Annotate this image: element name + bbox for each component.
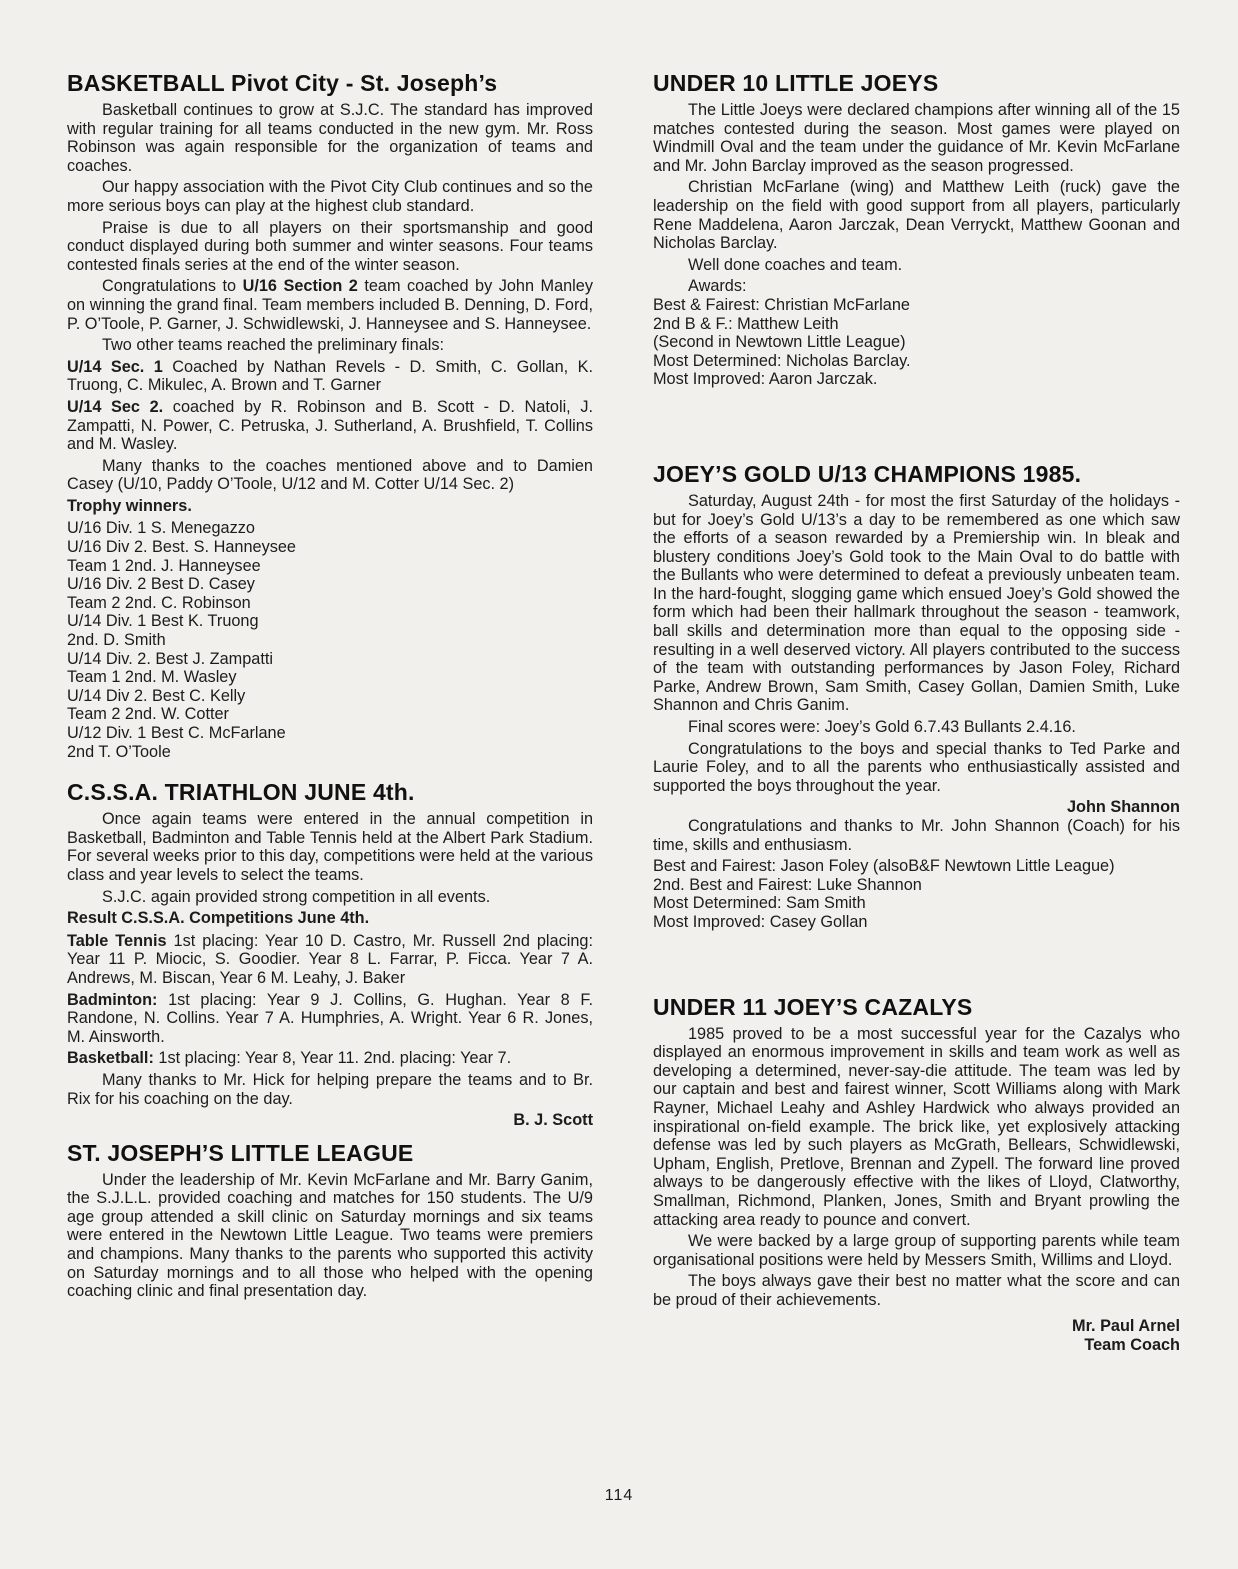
trophy-item: U/16 Div. 2 Best D. Casey bbox=[67, 575, 255, 594]
team-name: U/16 Section 2 bbox=[242, 277, 358, 296]
joeys-gold-paragraph: Congratulations and thanks to Mr. John Shannon (Coach) for his time, skills and enthusiasm. bbox=[653, 817, 1180, 854]
event-result bbox=[67, 932, 593, 988]
triathlon-paragraph: S.J.C. again provided strong competition in all events. bbox=[102, 887, 491, 906]
event-text: 1st placing: Year 9 J. Collins, G. Hughan. Year 8 F. Randone, N. Collins. Year 7 A. Humphries, A. Wright. Year 6 R. Jones, M. Ainsworth. bbox=[67, 990, 593, 1046]
little-joeys-paragraph: Christian McFarlane (wing) and Matthew Leith (ruck) gave the leadership on the field with good support from all players, particularly Rene Maddelena, Aaron Jarczak, Dean Verryckt, Matthew Goonan and Nicholas Barclay. bbox=[653, 178, 1180, 253]
right-column bbox=[653, 70, 1180, 1355]
event-label: Table Tennis bbox=[67, 931, 167, 950]
left-column bbox=[67, 70, 593, 1304]
triathlon-signature: B. J. Scott bbox=[513, 1111, 593, 1130]
award-item: Best & Fairest: Christian McFarlane bbox=[653, 295, 910, 314]
basketball-congrats-paragraph bbox=[67, 277, 593, 333]
basketball-title: BASKETBALL Pivot City - St. Joseph’s bbox=[67, 70, 498, 96]
cazalys-paragraph: We were backed by a large group of supporting parents while team organisational positions were held by Messers Smith, Willims and Lloyd. bbox=[653, 1232, 1180, 1269]
award-item: Most Determined: Sam Smith bbox=[653, 894, 866, 913]
event-result bbox=[67, 1049, 593, 1068]
basketball-article bbox=[67, 70, 593, 761]
team-paragraph bbox=[67, 398, 593, 454]
trophy-item: Team 2 2nd. C. Robinson bbox=[67, 593, 251, 612]
result-heading: Result C.S.S.A. Competitions June 4th. bbox=[67, 909, 370, 928]
cazalys-signature-name: Mr. Paul Arnel bbox=[1072, 1317, 1180, 1336]
little-league-title: ST. JOSEPH’S LITTLE LEAGUE bbox=[67, 1139, 414, 1166]
award-item: (Second in Newtown Little League) bbox=[653, 333, 906, 352]
event-label: Basketball: bbox=[67, 1049, 154, 1068]
basketball-paragraph: Many thanks to the coaches mentioned above and to Damien Casey (U/10, Paddy O’Toole, U/12 and M. Cotter U/14 Sec. 2) bbox=[67, 456, 593, 494]
awards-heading: Awards: bbox=[688, 277, 747, 296]
trophy-item: U/16 Div. 1 S. Menegazzo bbox=[67, 519, 255, 538]
triathlon-paragraph: Many thanks to Mr. Hick for helping prepare the teams and to Br. Rix for his coaching on the day. bbox=[67, 1070, 593, 1108]
event-label: Badminton: bbox=[67, 990, 158, 1009]
basketball-paragraph: Basketball continues to grow at S.J.C. The standard has improved with regular training for all teams conducted in the new gym. Mr. Ross Robinson was again responsible for the organization of teams and coaches. bbox=[67, 101, 593, 175]
team-label: U/14 Sec 2. bbox=[67, 397, 164, 416]
award-item: Most Improved: Aaron Jarczak. bbox=[653, 370, 878, 389]
team-text: coached by R. Robinson and B. Scott - D. Natoli, J. Zampatti, N. Power, C. Petruska, J. Sutherland, A. Brushfield, T. Collins and M. Wasley. bbox=[67, 397, 593, 454]
trophy-item: U/14 Div. 2. Best J. Zampatti bbox=[67, 649, 273, 668]
team-text: Coached by Nathan Revels - D. Smith, C. Gollan, K. Truong, C. Mikulec, A. Brown and T. Garner bbox=[67, 357, 593, 395]
gold-awards-list bbox=[653, 857, 1180, 931]
basketball-paragraph: Our happy association with the Pivot City Club continues and so the more serious boys can play at the highest club standard. bbox=[67, 178, 593, 215]
trophy-item: Team 2 2nd. W. Cotter bbox=[67, 705, 229, 724]
basketball-paragraph: Praise is due to all players on their sportsmanship and good conduct displayed during both summer and winter seasons. Four teams contested finals series at the end of the winter season. bbox=[67, 218, 593, 274]
event-text: 1st placing: Year 8, Year 11. 2nd. placing: Year 7. bbox=[153, 1049, 512, 1068]
event-result bbox=[67, 991, 593, 1047]
trophy-heading: Trophy winners. bbox=[67, 496, 192, 515]
award-item: 2nd. Best and Fairest: Luke Shannon bbox=[653, 875, 922, 894]
triathlon-title: C.S.S.A. TRIATHLON JUNE 4th. bbox=[67, 779, 415, 806]
little-joeys-paragraph: Well done coaches and team. bbox=[688, 255, 903, 274]
joeys-gold-title: JOEY’S GOLD U/13 CHAMPIONS 1985. bbox=[653, 460, 1082, 487]
basketball-paragraph: Two other teams reached the preliminary finals: bbox=[102, 336, 445, 355]
trophy-item: U/14 Div. 1 Best K. Truong bbox=[67, 612, 259, 631]
trophy-list bbox=[67, 519, 593, 761]
trophy-item: Team 1 2nd. J. Hanneysee bbox=[67, 556, 261, 575]
team-label: U/14 Sec. 1 bbox=[67, 357, 163, 376]
page-number: 114 bbox=[604, 1487, 634, 1504]
final-scores: Final scores were: Joey’s Gold 6.7.43 Bullants 2.4.16. bbox=[688, 718, 1076, 737]
trophy-item: U/16 Div 2. Best. S. Hanneysee bbox=[67, 538, 296, 557]
little-joeys-title: UNDER 10 LITTLE JOEYS bbox=[653, 70, 939, 96]
triathlon-article bbox=[67, 779, 593, 1130]
award-item: Best and Fairest: Jason Foley (alsoB&F Newtown Little League) bbox=[653, 857, 1115, 876]
trophy-item: Team 1 2nd. M. Wasley bbox=[67, 668, 237, 687]
little-joeys-article bbox=[653, 70, 1180, 389]
award-item: 2nd B & F.: Matthew Leith bbox=[653, 314, 839, 333]
cazalys-article bbox=[653, 994, 1180, 1355]
trophy-item: 2nd T. O’Toole bbox=[67, 742, 171, 761]
trophy-item: U/14 Div 2. Best C. Kelly bbox=[67, 686, 246, 705]
joeys-gold-signature: John Shannon bbox=[1066, 798, 1180, 817]
event-text: 1st placing: Year 10 D. Castro, Mr. Russell 2nd placing: Year 11 P. Miocic, S. Goodier. Year 8 L. Farrar, P. Ficca. Year 7 A. Andrews, M. Biscan, Year 6 M. Leahy, J. Baker bbox=[67, 931, 593, 987]
trophy-item: U/12 Div. 1 Best C. McFarlane bbox=[67, 724, 286, 742]
cazalys-paragraph: 1985 proved to be a most successful year for the Cazalys who displayed an enormous improvement in skills and team work as well as developing a determined, never-say-die attitude. The team was led by our captain and best and fairest winner, Scott Williams along with Mark Rayner, Michael Leahy and Ashley Hardwick who always provided an inspirational on-field example. The brick like, yet explosively attacking defense was led by such players as McGrath, Bellears, Schwidlewski, Upham, English, Pretlove, Brennan and Zypell. The forward line proved always to be dangerously effective with the likes of Lloyd, Clatworthy, Smallman, Richmond, Planken, Jones, Smith and Bryant prowling the attacking area ready to pounce and convert. bbox=[653, 1024, 1180, 1229]
award-item: Most Improved: Casey Gollan bbox=[653, 912, 868, 931]
little-league-paragraph: Under the leadership of Mr. Kevin McFarlane and Mr. Barry Ganim, the S.J.L.L. provided coaching and matches for 150 students. The U/9 age group attended a skill clinic on Saturday mornings and six teams were entered in the Newtown Little League. Two teams were premiers and champions. Many thanks to the parents who supported this activity on Saturday mornings and to all those who helped with the opening coaching clinic and final presentation day. bbox=[67, 1170, 593, 1301]
little-joeys-paragraph: The Little Joeys were declared champions after winning all of the 15 matches contested during the season. Most games were played on Windmill Oval and the team under the guidance of Mr. Kevin McFarlane and Mr. John Barclay improved as the season progressed. bbox=[653, 101, 1180, 175]
cazalys-signature-role: Team Coach bbox=[1084, 1336, 1180, 1355]
joeys-gold-paragraph: Congratulations to the boys and special thanks to Ted Parke and Laurie Foley, and to all the parents who enthusiastically assisted and supported the boys throughout the year. bbox=[653, 739, 1180, 795]
cazalys-paragraph: The boys always gave their best no matter what the score and can be proud of their achievements. bbox=[653, 1272, 1180, 1309]
cazalys-title: UNDER 11 JOEY’S CAZALYS bbox=[653, 993, 973, 1020]
congrats-text: Congratulations to bbox=[102, 277, 243, 296]
team-paragraph bbox=[67, 358, 593, 395]
awards-list bbox=[653, 296, 1180, 389]
congrats-text: team coached by John Manley on winning the grand final. Team members included B. Denning, D. Ford, P. O’Toole, P. Garner, J. Schwidlewski, J. Hanneysee and S. Hanneysee. bbox=[67, 277, 593, 333]
joeys-gold-article bbox=[653, 461, 1180, 932]
triathlon-paragraph: Once again teams were entered in the annual competition in Basketball, Badminton and Table Tennis held at the Albert Park Stadium. For several weeks prior to this day, competitions were held at the various class and year levels to select the teams. bbox=[67, 810, 593, 884]
trophy-item: 2nd. D. Smith bbox=[67, 631, 166, 650]
award-item: Most Determined: Nicholas Barclay. bbox=[653, 351, 911, 370]
joeys-gold-paragraph: Saturday, August 24th - for most the first Saturday of the holidays - but for Joey’s Gold U/13’s a day to be remembered as one which saw the efforts of a season rewarded by a Premiership win. In bleak and blustery conditions Joey’s Gold took to the Main Oval to do battle with the Bullants who were determined to defeat a previously unbeaten team. In the hard-fought, slogging game which ensued Joey’s Gold showed the form which had been their hallmark throughout the season - teamwork, ball skills and determination more than equal to the opposing side - resulting in a well deserved victory. All players contributed to the success of the team with outstanding performances by Jason Foley, Richard Parke, Andrew Brown, Sam Smith, Casey Gollan, Damien Smith, Luke Shannon and Chris Ganim. bbox=[653, 491, 1180, 715]
little-league-article bbox=[67, 1140, 593, 1301]
